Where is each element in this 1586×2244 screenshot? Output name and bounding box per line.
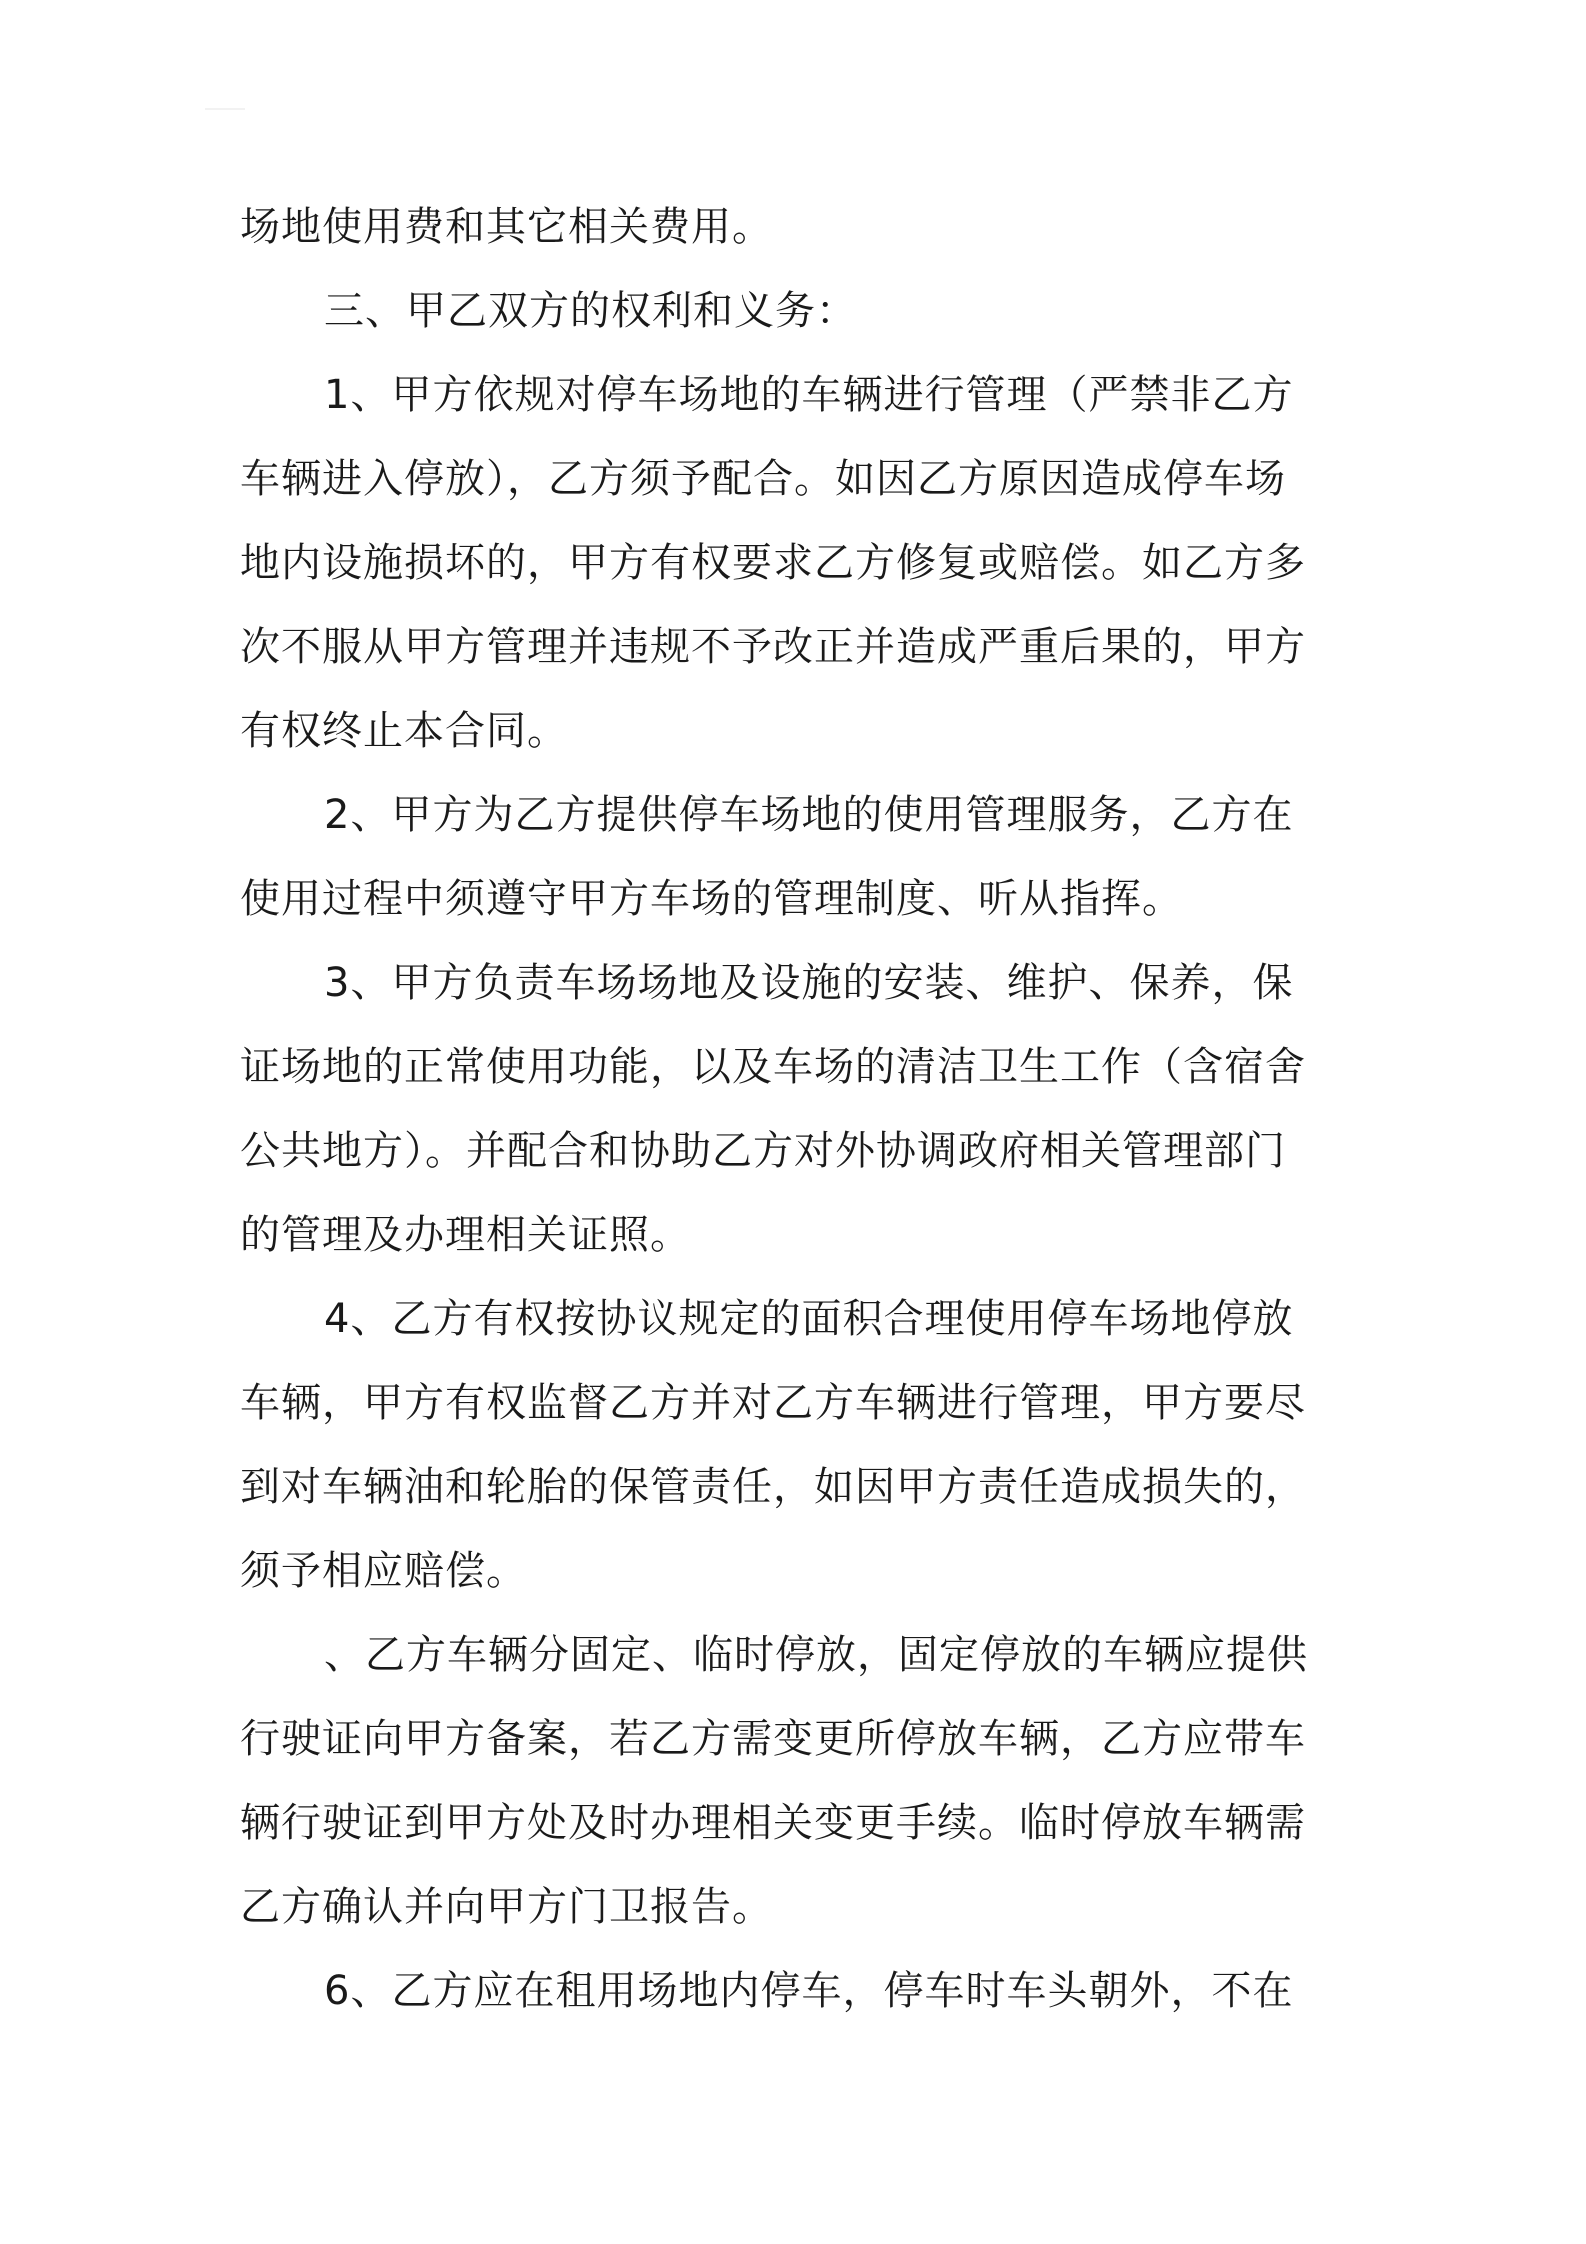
text-line: 场地使用费和其它相关费用。 [240, 204, 773, 250]
text-line: 2、甲方为乙方提供停车场地的使用管理服务，乙方在 [324, 792, 1294, 838]
text-line: 辆行驶证到甲方处及时办理相关变更手续。临时停放车辆需 [240, 1800, 1306, 1846]
text-line: 到对车辆油和轮胎的保管责任，如因甲方责任造成损失的， [240, 1464, 1306, 1510]
text-line: 使用过程中须遵守甲方车场的管理制度、听从指挥。 [240, 876, 1183, 922]
text-line: 车辆，甲方有权监督乙方并对乙方车辆进行管理，甲方要尽 [240, 1380, 1306, 1426]
text-line: 、乙方车辆分固定、临时停放，固定停放的车辆应提供 [324, 1632, 1308, 1678]
scan-mark [205, 108, 245, 110]
text-line: 公共地方）。并配合和协助乙方对外协调政府相关管理部门 [240, 1128, 1286, 1174]
text-line: 6、乙方应在租用场地内停车，停车时车头朝外，不在 [324, 1968, 1294, 2014]
text-line: 次不服从甲方管理并违规不予改正并造成严重后果的，甲方 [240, 624, 1306, 670]
text-line: 地内设施损坏的，甲方有权要求乙方修复或赔偿。如乙方多 [240, 540, 1306, 586]
document-body [240, 185, 1360, 2033]
text-line: 4、乙方有权按协议规定的面积合理使用停车场地停放 [324, 1296, 1294, 1342]
text-line: 行驶证向甲方备案，若乙方需变更所停放车辆，乙方应带车 [240, 1716, 1306, 1762]
text-line: 车辆进入停放），乙方须予配合。如因乙方原因造成停车场 [240, 456, 1286, 502]
text-line: 1、甲方依规对停车场地的车辆进行管理（严禁非乙方 [324, 372, 1294, 418]
text-line: 须予相应赔偿。 [240, 1548, 527, 1594]
text-line: 证场地的正常使用功能，以及车场的清洁卫生工作（含宿舍 [240, 1044, 1306, 1090]
section-heading: 三、甲乙双方的权利和义务： [324, 288, 857, 334]
text-line: 的管理及办理相关证照。 [240, 1212, 691, 1258]
text-line: 3、甲方负责车场场地及设施的安装、维护、保养，保 [324, 960, 1294, 1006]
text-line: 有权终止本合同。 [240, 708, 568, 754]
text-line: 乙方确认并向甲方门卫报告。 [240, 1884, 773, 1930]
